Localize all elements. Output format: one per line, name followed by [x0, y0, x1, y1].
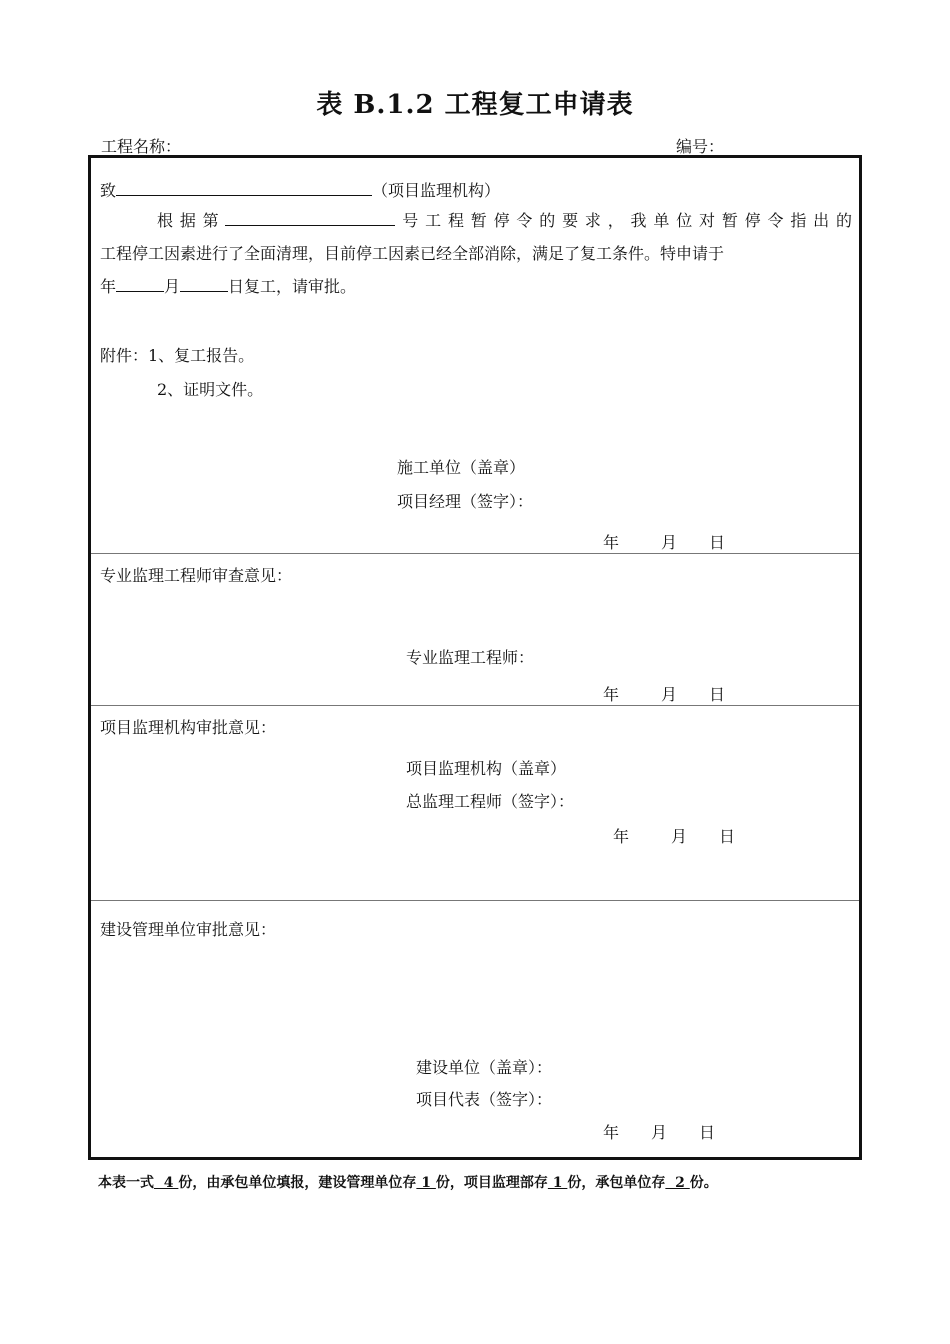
- specialist-review-section: [91, 554, 859, 706]
- copies-contractor: 2: [665, 1175, 690, 1191]
- stop-order-number-blank[interactable]: [225, 209, 395, 226]
- attachment-1: 附件：1、复工报告。: [100, 346, 255, 365]
- para-line-2: 工程停工因素进行了全面清理，目前停工因素已经全部消除，满足了复工条件。特申请于: [100, 244, 725, 263]
- copies-supervision: 1: [547, 1175, 568, 1191]
- distribution-note: 本表一式 4 份，由承包单位填报，建设管理单位存 1 份，项目监理部存 1 份，承包单位存 2 份。: [98, 1175, 718, 1191]
- project-name-label: 工程名称：: [101, 137, 182, 156]
- specialist-review-label: 专业监理工程师审查意见：: [100, 566, 293, 585]
- owner-representative-sign-label: 项目代表（签字）：: [416, 1090, 553, 1109]
- owner-approval-section: [91, 901, 859, 1157]
- copies-owner: 1: [416, 1175, 436, 1191]
- owner-approval-label: 建设管理单位审批意见：: [100, 920, 277, 939]
- to-prefix: 致: [100, 181, 117, 200]
- supervision-approval-date: 年 月 日: [613, 827, 736, 846]
- resume-day-blank[interactable]: [180, 275, 228, 292]
- addressee-blank[interactable]: [116, 179, 372, 196]
- contractor-seal-label: 施工单位（盖章）: [397, 458, 526, 477]
- form-title: 表 B.1.2 工程复工申请表: [316, 90, 634, 120]
- addressee-line: [100, 178, 500, 201]
- application-date: 年 月 日: [603, 533, 726, 552]
- resume-month-blank[interactable]: [116, 275, 164, 292]
- specialist-review-date: 年 月 日: [603, 685, 726, 704]
- form-table: [88, 155, 862, 1160]
- supervision-approval-section: [91, 706, 859, 901]
- supervision-approval-label: 项目监理机构审批意见：: [100, 718, 277, 737]
- request-paragraph: [100, 204, 852, 303]
- number-label: 编号：: [676, 137, 725, 156]
- para-line-3: 年 月 日复工，请审批。: [100, 277, 357, 296]
- owner-seal-label: 建设单位（盖章）：: [416, 1058, 553, 1077]
- to-suffix: （项目监理机构）: [372, 181, 501, 200]
- para-line-1: 根据第 号工程暂停令的要求，我单位对暂停令指出的: [157, 211, 852, 230]
- supervision-seal-label: 项目监理机构（盖章）: [406, 759, 567, 778]
- application-section: [91, 158, 859, 554]
- attachment-2: 2、证明文件。: [157, 380, 264, 399]
- owner-approval-date: 年 月 日: [603, 1123, 716, 1142]
- project-manager-sign-label: 项目经理（签字）：: [397, 492, 534, 511]
- copies-total: 4: [154, 1175, 179, 1191]
- chief-engineer-sign-label: 总监理工程师（签字）：: [406, 792, 575, 811]
- specialist-sign-label: 专业监理工程师：: [406, 648, 535, 667]
